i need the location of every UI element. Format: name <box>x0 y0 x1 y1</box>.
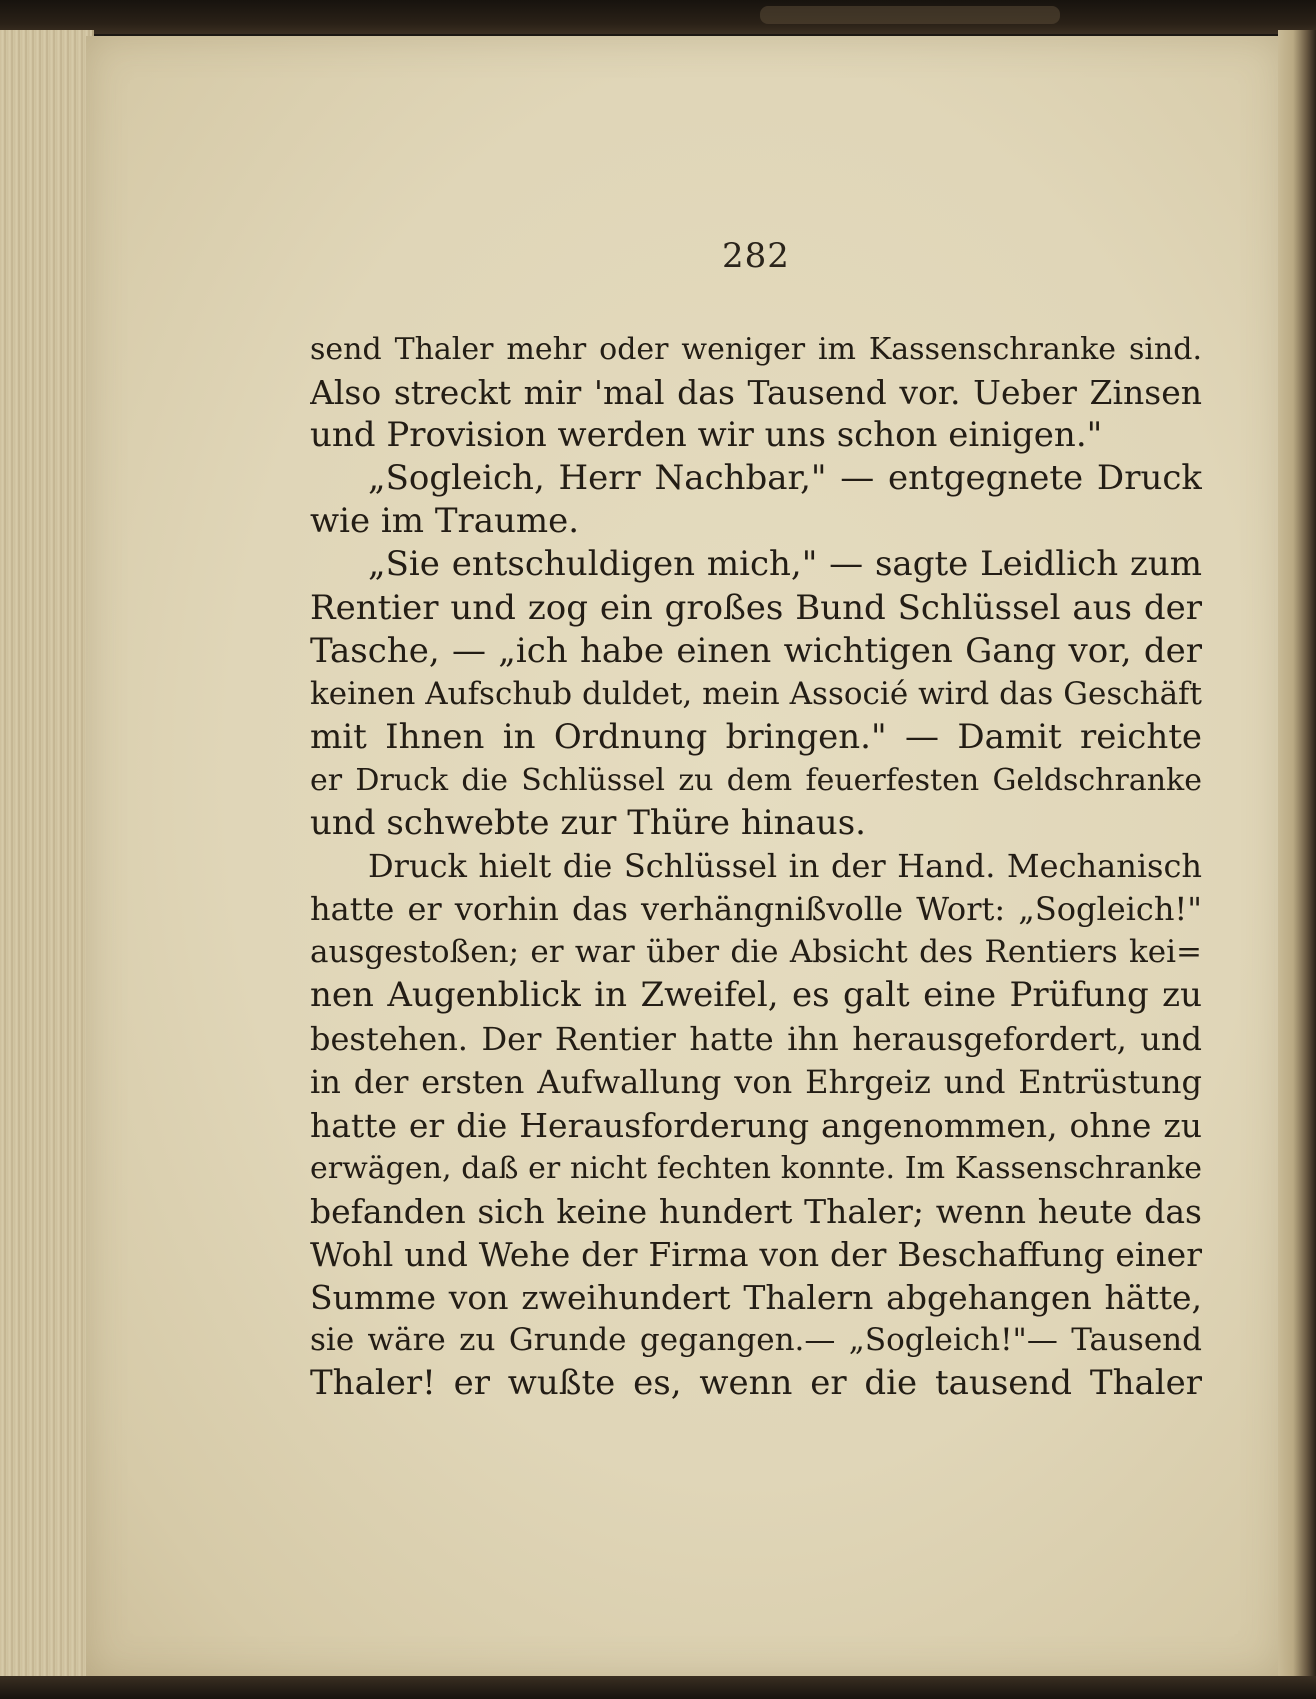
text-line: Thaler! er wußte es, wenn er die tausend Thaler <box>310 1363 1202 1404</box>
text-line: Also streckt mir 'mal das Tausend vor. Ueber Zinsen <box>310 373 1202 413</box>
body-text <box>310 328 1202 1405</box>
text-line: und schwebte zur Thüre hinaus. <box>310 803 866 844</box>
text-line: hatte er vorhin das verhängnißvolle Wort: „Sogleich!" <box>310 890 1202 929</box>
book-cover-top <box>0 0 1316 34</box>
text-line: wie im Traume. <box>310 501 580 542</box>
text-line: keinen Aufschub duldet, mein Associé wird das Geschäft <box>310 675 1202 712</box>
text-line: ausgestoßen; er war über die Absicht des Rentiers kei= <box>310 934 1202 971</box>
text-line: mit Ihnen in Ordnung bringen." — Damit reichte <box>310 716 1202 757</box>
text-line: Wohl und Wehe der Firma von der Beschaffung einer <box>310 1234 1202 1274</box>
text-line: Rentier und zog ein großes Bund Schlüssel aus der <box>310 587 1202 628</box>
text-line: er Druck die Schlüssel zu dem feuerfesten Geldschranke <box>310 762 1202 798</box>
text-line: erwägen, daß er nicht fechten konnte. Im Kassenschranke <box>310 1150 1202 1186</box>
text-line: Druck hielt die Schlüssel in der Hand. Mechanisch <box>368 847 1202 886</box>
book-cover-bottom <box>0 1676 1316 1699</box>
text-line: bestehen. Der Rentier hatte ihn herausgefordert, und <box>310 1019 1202 1058</box>
right-page-edge <box>1278 30 1316 1690</box>
text-line: und Provision werden wir uns schon einigen." <box>310 415 1103 456</box>
text-line: send Thaler mehr oder weniger im Kassenschranke sind. <box>310 332 1202 367</box>
text-line: in der ersten Aufwallung von Ehrgeiz und Entrüstung <box>310 1062 1202 1101</box>
text-line: „Sie entschuldigen mich," — sagte Leidlich zum <box>368 544 1202 585</box>
text-line: befanden sich keine hundert Thaler; wenn heute das <box>310 1191 1202 1231</box>
text-line: „Sogleich, Herr Nachbar," — entgegnete Druck <box>368 458 1202 499</box>
text-line: hatte er die Herausforderung angenommen, ohne zu <box>310 1105 1202 1145</box>
text-line: Tasche, — „ich habe einen wichtigen Gang vor, der <box>310 630 1202 671</box>
text-line: Summe von zweihundert Thalern abgehangen hätte, <box>310 1278 1202 1318</box>
text-line: sie wäre zu Grunde gegangen.— „Sogleich!"— Tausend <box>310 1322 1202 1359</box>
page-number: 282 <box>722 236 790 276</box>
worn-cover-patch <box>760 6 1060 24</box>
left-page-edges <box>0 30 94 1680</box>
text-line: nen Augenblick in Zweifel, es galt eine Prüfung zu <box>310 975 1202 1016</box>
